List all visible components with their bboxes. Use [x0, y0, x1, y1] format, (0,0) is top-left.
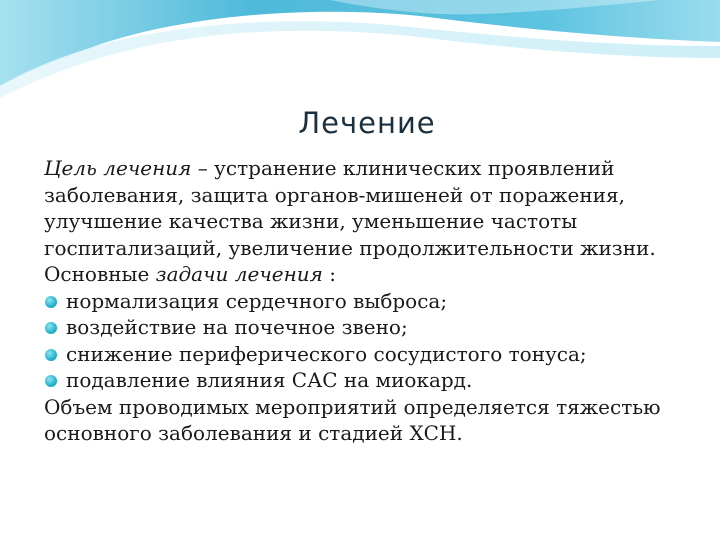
list-item-text: подавление влияния САС на миокард.: [66, 368, 473, 392]
slide-title: Лечение: [298, 106, 436, 140]
bullet-icon: [45, 349, 57, 361]
tasks-suffix: :: [322, 262, 337, 286]
list-item: [44, 314, 704, 341]
closing-paragraph: Объем проводимых мероприятий определяется тяжестью основного заболевания и стадией ХСН.: [44, 394, 661, 445]
list-item-text: воздействие на почечное звено;: [66, 315, 408, 339]
goal-paragraph: [44, 155, 704, 261]
bullet-icon: [45, 296, 57, 308]
goal-label: Цель лечения: [44, 156, 192, 180]
list-item-text: снижение периферического сосудистого тонуса;: [66, 341, 587, 366]
tasks-heading: [44, 261, 704, 288]
slide-body: [44, 155, 704, 447]
list-item: [44, 367, 704, 394]
bullet-icon: [45, 322, 57, 334]
goal-text: – устранение клинических проявлений заболевания, защита органов-мишеней от поражения, улучшение качества жизни, уменьшение частоты госпитализаций, увеличение продолжительности жизни.: [44, 156, 656, 260]
list-item: [44, 288, 704, 315]
tasks-label: задачи лечения: [155, 262, 323, 286]
header-wave-decoration: [0, 0, 720, 110]
tasks-prefix: Основные: [44, 262, 156, 286]
tasks-list: [44, 288, 704, 394]
list-item: [44, 341, 704, 368]
list-item-text: нормализация сердечного выброса;: [66, 288, 448, 313]
bullet-icon: [45, 375, 57, 387]
